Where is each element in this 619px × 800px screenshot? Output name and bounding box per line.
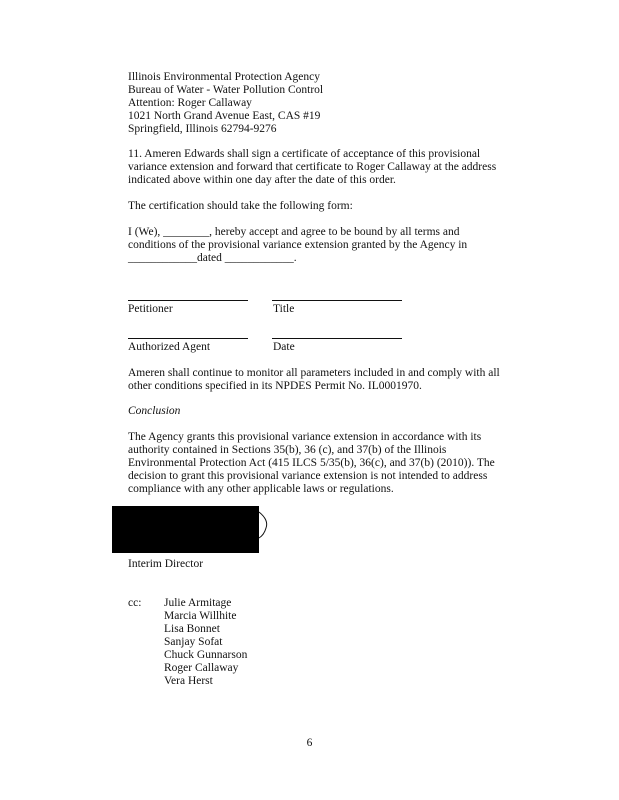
address-line: 1021 North Grand Avenue East, CAS #19: [128, 110, 321, 122]
redacted-signature: [112, 506, 259, 553]
paragraph-line: compliance with any other applicable laws or regulations.: [128, 483, 394, 495]
date-label: Date: [273, 341, 295, 353]
cc-name: Julie Armitage: [164, 597, 232, 609]
page-number: 6: [306, 737, 313, 749]
title-signature-line: [272, 300, 402, 301]
paragraph-line: Environmental Protection Act (415 ILCS 5/35(b), 36(c), and 37(b) (2010)). The: [128, 457, 495, 469]
cc-label: cc:: [128, 597, 142, 609]
address-line: Illinois Environmental Protection Agency: [128, 71, 320, 83]
address-line: Springfield, Illinois 62794-9276: [128, 123, 277, 135]
certification-line: ____________dated ____________.: [128, 252, 297, 264]
certification-intro: The certification should take the following form:: [128, 200, 353, 212]
paragraph-line: other conditions specified in its NPDES Permit No. IL0001970.: [128, 380, 422, 392]
address-line: Attention: Roger Callaway: [128, 97, 252, 109]
paragraph-line: 11. Ameren Edwards shall sign a certificate of acceptance of this provisional: [128, 148, 481, 160]
signature-stroke-icon: [257, 510, 271, 540]
paragraph-line: authority contained in Sections 35(b), 36 (c), and 37(b) of the Illinois: [128, 444, 447, 456]
cc-name: Chuck Gunnarson: [164, 649, 248, 661]
cc-name: Marcia Willhite: [164, 610, 237, 622]
cc-name: Vera Herst: [164, 675, 213, 687]
title-label: Title: [273, 303, 295, 315]
paragraph-line: decision to grant this provisional variance extension is not intended to address: [128, 470, 488, 482]
petitioner-signature-line: [128, 300, 248, 301]
certification-line: conditions of the provisional variance extension granted by the Agency in: [128, 239, 468, 251]
paragraph-line: Ameren shall continue to monitor all parameters included in and comply with all: [128, 367, 500, 379]
petitioner-label: Petitioner: [128, 303, 173, 315]
paragraph-line: indicated above within one day after the date of this order.: [128, 174, 396, 186]
cc-name: Roger Callaway: [164, 662, 239, 674]
paragraph-line: variance extension and forward that certificate to Roger Callaway at the address: [128, 161, 497, 173]
cc-name: Sanjay Sofat: [164, 636, 223, 648]
signer-title: Interim Director: [128, 558, 204, 570]
date-signature-line: [272, 338, 402, 339]
address-line: Bureau of Water - Water Pollution Control: [128, 84, 324, 96]
cc-name: Lisa Bonnet: [164, 623, 220, 635]
agent-signature-line: [128, 338, 248, 339]
conclusion-heading: Conclusion: [128, 405, 181, 417]
certification-line: I (We), ________, hereby accept and agree to be bound by all terms and: [128, 226, 460, 238]
authorized-agent-label: Authorized Agent: [128, 341, 211, 353]
paragraph-line: The Agency grants this provisional variance extension in accordance with its: [128, 431, 482, 443]
